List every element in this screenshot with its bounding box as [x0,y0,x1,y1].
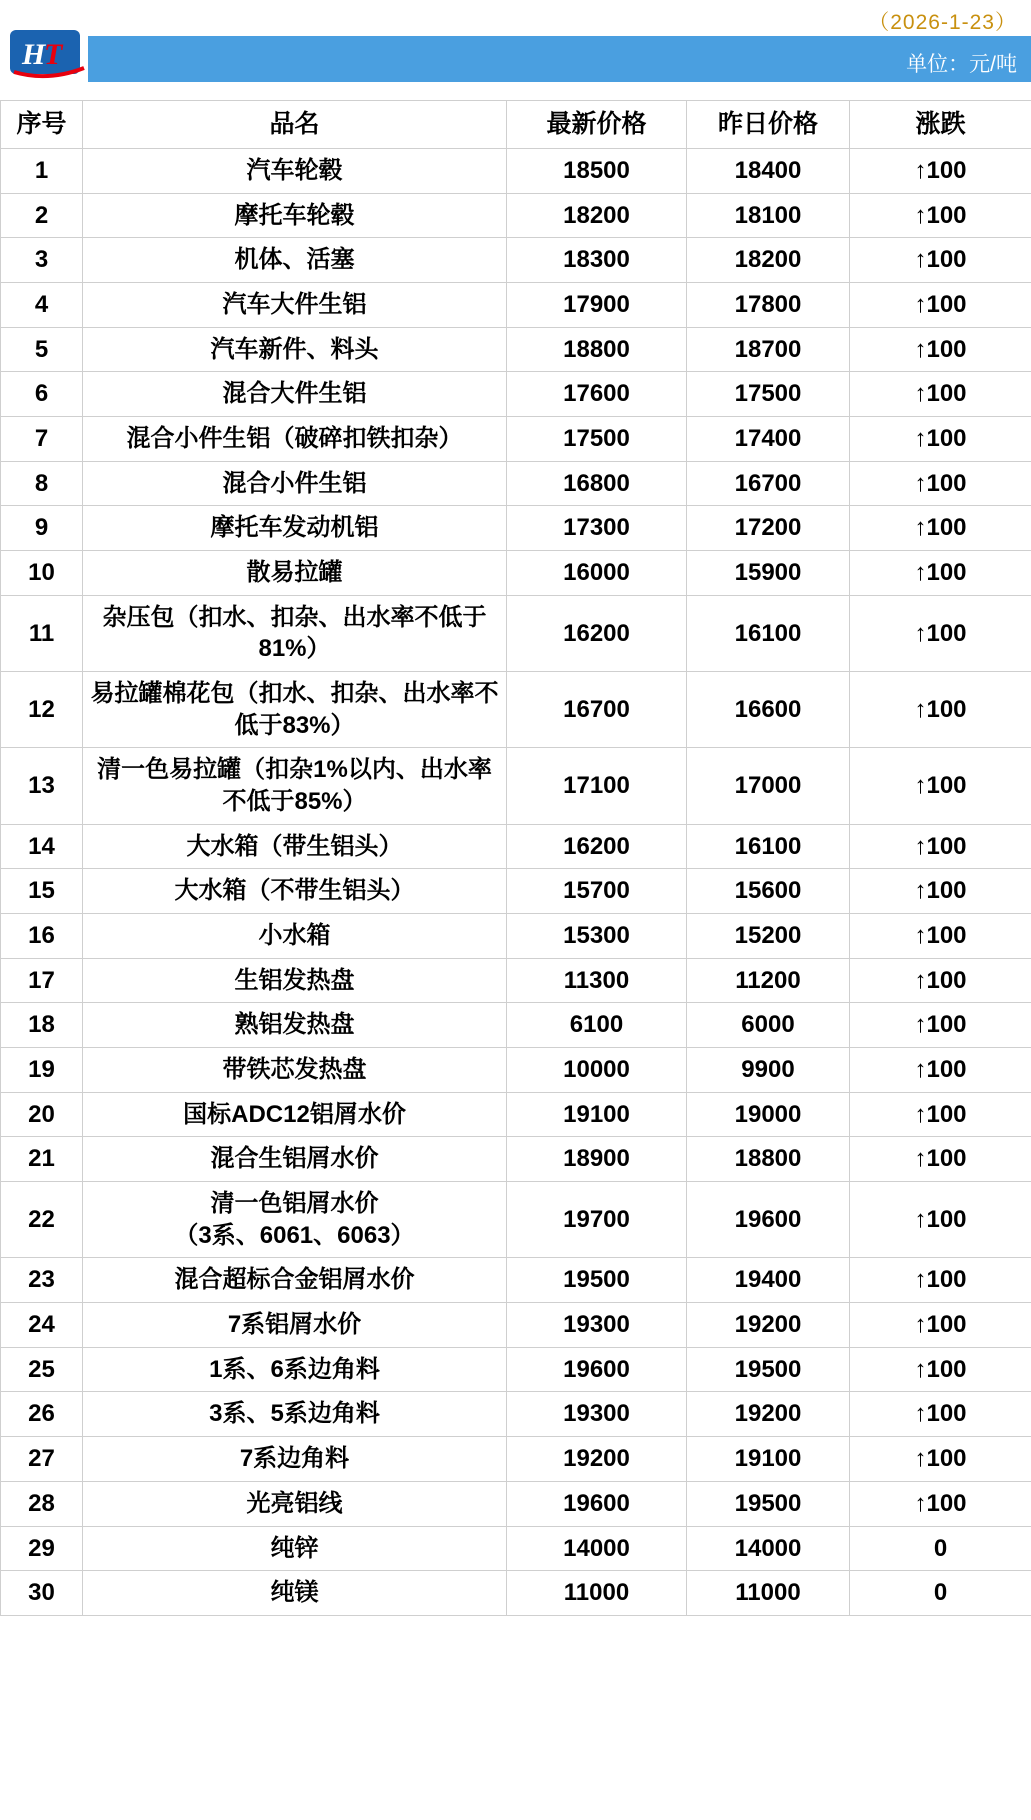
price-change: ↑100 [850,869,1031,914]
price-change: ↑100 [850,461,1031,506]
product-name: 小水箱 [83,914,507,959]
previous-price: 9900 [687,1048,850,1093]
row-index: 12 [1,672,83,748]
product-name: 大水箱（不带生铝头） [83,869,507,914]
table-row [1,595,1031,671]
row-index: 1 [1,149,83,194]
previous-price: 17400 [687,417,850,462]
table-row [1,824,1031,869]
row-index: 14 [1,824,83,869]
latest-price: 18200 [507,193,687,238]
price-change: ↑100 [850,1182,1031,1258]
price-change: ↑100 [850,1092,1031,1137]
table-row [1,672,1031,748]
latest-price: 19300 [507,1303,687,1348]
latest-price: 17100 [507,748,687,824]
table-row [1,1526,1031,1571]
previous-price: 14000 [687,1526,850,1571]
row-index: 16 [1,914,83,959]
latest-price: 16200 [507,595,687,671]
product-name: 混合生铝屑水价 [83,1137,507,1182]
previous-price: 15900 [687,551,850,596]
row-index: 20 [1,1092,83,1137]
table-row [1,1347,1031,1392]
table-header [1,101,1031,149]
price-change: ↑100 [850,1303,1031,1348]
ht-logo-icon [10,28,88,80]
previous-price: 17200 [687,506,850,551]
price-change: ↑100 [850,672,1031,748]
price-change: ↑100 [850,327,1031,372]
latest-price: 16800 [507,461,687,506]
table-row [1,1303,1031,1348]
table-row [1,1258,1031,1303]
latest-price: 17600 [507,372,687,417]
price-change: ↑100 [850,506,1031,551]
latest-price: 19300 [507,1392,687,1437]
table-row [1,193,1031,238]
previous-price: 19000 [687,1092,850,1137]
company-logo [10,28,88,80]
previous-price: 16700 [687,461,850,506]
col-header-latest-price: 最新价格 [507,101,687,149]
table-row [1,283,1031,328]
previous-price: 18400 [687,149,850,194]
table-row [1,1048,1031,1093]
table-row [1,958,1031,1003]
latest-price: 19700 [507,1182,687,1258]
previous-price: 11200 [687,958,850,1003]
price-change: ↑100 [850,238,1031,283]
row-index: 17 [1,958,83,1003]
price-change: ↑100 [850,1392,1031,1437]
latest-price: 14000 [507,1526,687,1571]
latest-price: 6100 [507,1003,687,1048]
latest-price: 18800 [507,327,687,372]
report-date: （2026-1-23） [868,11,1017,34]
row-index: 24 [1,1303,83,1348]
table-row [1,417,1031,462]
previous-price: 19100 [687,1437,850,1482]
row-index: 15 [1,869,83,914]
product-name: 生铝发热盘 [83,958,507,1003]
table-row [1,1571,1031,1616]
unit-label: 单位：元/吨 [906,53,1017,76]
price-change: ↑100 [850,958,1031,1003]
previous-price: 17800 [687,283,850,328]
row-index: 21 [1,1137,83,1182]
latest-price: 18300 [507,238,687,283]
product-name: 杂压包（扣水、扣杂、出水率不低于81%） [83,595,507,671]
previous-price: 6000 [687,1003,850,1048]
table-row [1,1137,1031,1182]
price-change: 0 [850,1571,1031,1616]
price-change: ↑100 [850,1481,1031,1526]
product-name: 混合大件生铝 [83,372,507,417]
previous-price: 16100 [687,824,850,869]
product-name: 纯镁 [83,1571,507,1616]
col-header-no: 序号 [1,101,83,149]
product-name: 汽车新件、料头 [83,327,507,372]
latest-price: 19600 [507,1481,687,1526]
previous-price: 18200 [687,238,850,283]
price-change: ↑100 [850,1048,1031,1093]
table-row [1,461,1031,506]
previous-price: 16600 [687,672,850,748]
row-index: 28 [1,1481,83,1526]
previous-price: 19500 [687,1347,850,1392]
product-name: 国标ADC12铝屑水价 [83,1092,507,1137]
previous-price: 15200 [687,914,850,959]
row-index: 18 [1,1003,83,1048]
table-row [1,1437,1031,1482]
table-row [1,506,1031,551]
unit-banner [88,36,1031,82]
previous-price: 15600 [687,869,850,914]
row-index: 22 [1,1182,83,1258]
table-row [1,238,1031,283]
row-index: 3 [1,238,83,283]
product-name: 熟铝发热盘 [83,1003,507,1048]
row-index: 26 [1,1392,83,1437]
latest-price: 17900 [507,283,687,328]
previous-price: 19200 [687,1392,850,1437]
row-index: 5 [1,327,83,372]
latest-price: 19100 [507,1092,687,1137]
col-header-previous-price: 昨日价格 [687,101,850,149]
table-row [1,149,1031,194]
row-index: 30 [1,1571,83,1616]
table-row [1,748,1031,824]
price-change: ↑100 [850,1347,1031,1392]
table-header-row [1,101,1031,149]
latest-price: 19200 [507,1437,687,1482]
row-index: 13 [1,748,83,824]
product-name: 7系边角料 [83,1437,507,1482]
previous-price: 19200 [687,1303,850,1348]
page-header [0,0,1031,100]
latest-price: 11000 [507,1571,687,1616]
product-name: 纯锌 [83,1526,507,1571]
product-name: 混合超标合金铝屑水价 [83,1258,507,1303]
latest-price: 15300 [507,914,687,959]
product-name: 光亮铝线 [83,1481,507,1526]
previous-price: 18100 [687,193,850,238]
previous-price: 11000 [687,1571,850,1616]
product-name: 易拉罐棉花包（扣水、扣杂、出水率不低于83%） [83,672,507,748]
col-header-change: 涨跌 [850,101,1031,149]
latest-price: 11300 [507,958,687,1003]
table-row [1,1481,1031,1526]
row-index: 7 [1,417,83,462]
table-row [1,914,1031,959]
row-index: 9 [1,506,83,551]
price-change: ↑100 [850,595,1031,671]
latest-price: 17300 [507,506,687,551]
previous-price: 18800 [687,1137,850,1182]
table-row [1,1092,1031,1137]
latest-price: 16000 [507,551,687,596]
product-name: 带铁芯发热盘 [83,1048,507,1093]
price-change: ↑100 [850,748,1031,824]
product-name: 3系、5系边角料 [83,1392,507,1437]
price-change: ↑100 [850,283,1031,328]
price-change: ↑100 [850,193,1031,238]
product-name: 1系、6系边角料 [83,1347,507,1392]
svg-text:T: T [44,38,63,71]
price-change: ↑100 [850,417,1031,462]
product-name: 大水箱（带生铝头） [83,824,507,869]
row-index: 2 [1,193,83,238]
row-index: 19 [1,1048,83,1093]
product-name: 7系铝屑水价 [83,1303,507,1348]
latest-price: 17500 [507,417,687,462]
previous-price: 19400 [687,1258,850,1303]
latest-price: 10000 [507,1048,687,1093]
price-change: ↑100 [850,551,1031,596]
price-change: ↑100 [850,1437,1031,1482]
row-index: 8 [1,461,83,506]
product-name: 清一色易拉罐（扣杂1%以内、出水率不低于85%） [83,748,507,824]
table-row [1,327,1031,372]
row-index: 4 [1,283,83,328]
col-header-name: 品名 [83,101,507,149]
table-row [1,1392,1031,1437]
product-name: 散易拉罐 [83,551,507,596]
latest-price: 19500 [507,1258,687,1303]
svg-text:H: H [22,38,46,71]
price-change: ↑100 [850,1137,1031,1182]
previous-price: 19500 [687,1481,850,1526]
product-name: 摩托车轮毂 [83,193,507,238]
row-index: 23 [1,1258,83,1303]
product-name: 摩托车发动机铝 [83,506,507,551]
product-name: 汽车轮毂 [83,149,507,194]
price-change: ↑100 [850,914,1031,959]
price-change: ↑100 [850,149,1031,194]
price-change: ↑100 [850,372,1031,417]
row-index: 27 [1,1437,83,1482]
latest-price: 19600 [507,1347,687,1392]
row-index: 25 [1,1347,83,1392]
latest-price: 18900 [507,1137,687,1182]
table-row [1,1182,1031,1258]
product-name: 混合小件生铝（破碎扣铁扣杂） [83,417,507,462]
table-row [1,372,1031,417]
price-change: ↑100 [850,1258,1031,1303]
price-change: ↑100 [850,824,1031,869]
table-row [1,1003,1031,1048]
product-name: 机体、活塞 [83,238,507,283]
row-index: 6 [1,372,83,417]
latest-price: 16700 [507,672,687,748]
table-row [1,869,1031,914]
product-name: 清一色铝屑水价 （3系、6061、6063） [83,1182,507,1258]
previous-price: 18700 [687,327,850,372]
row-index: 29 [1,1526,83,1571]
previous-price: 16100 [687,595,850,671]
previous-price: 19600 [687,1182,850,1258]
table-body [1,149,1031,1616]
latest-price: 16200 [507,824,687,869]
price-change: 0 [850,1526,1031,1571]
previous-price: 17000 [687,748,850,824]
row-index: 10 [1,551,83,596]
product-name: 汽车大件生铝 [83,283,507,328]
product-name: 混合小件生铝 [83,461,507,506]
price-table [0,100,1031,1616]
previous-price: 17500 [687,372,850,417]
price-change: ↑100 [850,1003,1031,1048]
latest-price: 15700 [507,869,687,914]
latest-price: 18500 [507,149,687,194]
table-row [1,551,1031,596]
row-index: 11 [1,595,83,671]
